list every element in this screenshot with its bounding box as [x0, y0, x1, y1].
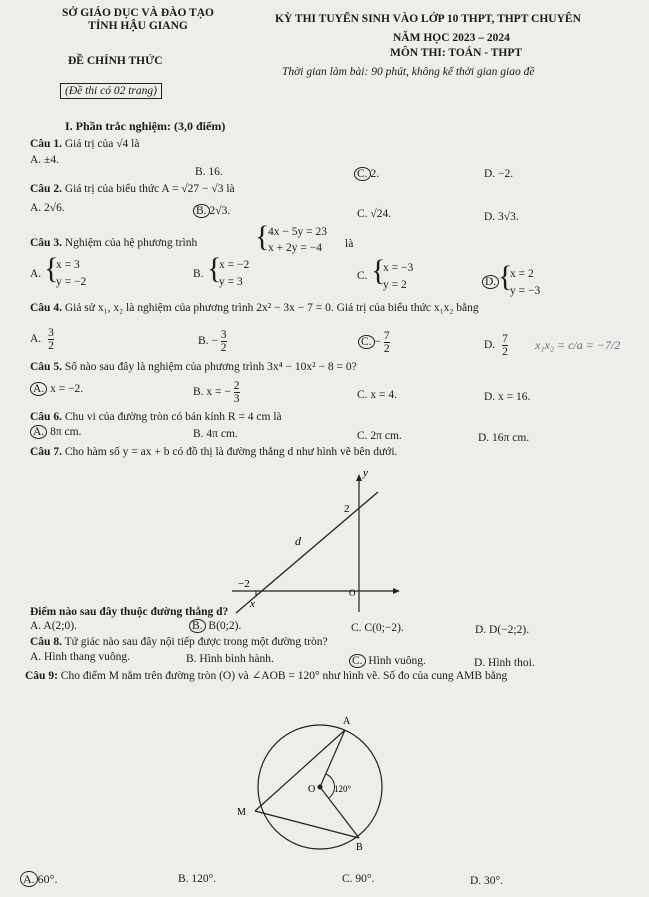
pages-note-box: [60, 83, 162, 99]
q6-answer-circle: A.: [30, 425, 47, 439]
q3-option-a-eq2: y = −2: [56, 276, 87, 288]
q7-option-c: C. C(0;−2).: [351, 622, 404, 634]
q7-text: Cho hàm số y = ax + b có đồ thị là đường thẳng d như hình vẽ bên dưới.: [64, 446, 398, 458]
q1-answer-circle: C.: [354, 167, 371, 181]
graph-line-label: d: [295, 534, 301, 548]
q6-option-b: B. 4π cm.: [193, 428, 238, 440]
q7-label: Câu 7.: [30, 446, 62, 458]
q9-option-d: D. 30°.: [470, 875, 504, 887]
q7-ask: Điểm nào sau đây thuộc đường thẳng d?: [30, 606, 229, 618]
q5-option-a: A. x = −2.: [30, 383, 83, 396]
label-b: B: [356, 842, 363, 853]
q4-text: Giả sử x₁, x₂ là nghiệm của phương trình 2x² − 3x − 7 = 0. Giá trị của biểu thức x₁x₂ bằng: [64, 302, 479, 314]
q8-option-c: C. Hình vuông.: [349, 655, 426, 668]
q8-text: Tứ giác nào sau đây nội tiếp được trong một đường tròn?: [64, 636, 328, 648]
q2-text: Giá trị của biểu thức A = √27 − √3 là: [64, 183, 235, 195]
q4-option-b: B. − $\frac{3}{2}$: [198, 329, 227, 355]
q6-option-c: C. 2π cm.: [357, 430, 402, 442]
q3-option-d-eq2: y = −3: [510, 285, 541, 297]
q1-label: Câu 1.: [30, 138, 62, 150]
q2-option-a: A. 2√6.: [30, 202, 65, 214]
q1-text: Giá trị của √4 là: [64, 138, 140, 150]
q8-answer-circle: C.: [349, 654, 366, 668]
q3-option-d-letter: [482, 276, 499, 289]
q3-tail: là: [345, 238, 354, 250]
q3-system-eq2: x + 2y = −4: [268, 242, 322, 254]
q3-option-a-eq1: x = 3: [56, 259, 80, 271]
q7-stem: [30, 446, 397, 459]
q5-option-d: D. x = 16.: [484, 391, 531, 403]
q9-label: Câu 9:: [25, 670, 58, 682]
q4-answer-circle: C.: [358, 335, 375, 349]
exam-title: KỲ THI TUYỂN SINH VÀO LỚP 10 THPT, THPT CHUYÊN: [275, 13, 581, 25]
q2-label: Câu 2.: [30, 183, 62, 195]
q6-stem: [30, 411, 282, 424]
dept-line2: TỈNH HẬU GIANG: [88, 20, 188, 32]
label-angle: 120°: [334, 784, 352, 794]
radius-ob: [320, 787, 359, 838]
label-o: O: [308, 784, 316, 795]
q7-option-b: B. B(0;2).: [189, 620, 241, 633]
exam-page: SỞ GIÁO DỤC VÀ ĐÀO TẠO TỈNH HẬU GIANG KỲ THI TUYỂN SINH VÀO LỚP 10 THPT, THPT CHUYÊN NĂM HỌC 2023 – 2024 MÔN THI: TOÁN - THPT ĐỀ CHÍNH THỨC Thời gian làm bài: 90 phút, không kể thời gian giao đề (Đề thi có 02 trang) I. Phần trắc nghiệm: (3,0 điểm) Câu 1. Giá trị của √4 là A. ±4. B. 16. C. 2. D. −2. Câu 2. Giá trị của biểu thức A = √27 − √3 là A. 2√6. B. 2√3. C. √24. D. 3√3. Câu 3. Nghiệm của hệ phương trình { 4x − 5y = 23 x + 2y = −4 là A. { x = 3 y = −2 B. { x = −2 y = 3 C. { x = −3 y = 2 D. { x = 2 y = −3 Câu 4. Giả sử x₁, x₂ là nghiệm của phương trình 2x² − 3x − 7 = 0. Giá trị của biểu thức x₁x₂ bằng A. $\frac{3}{2}$ B. − $\frac{3}{2}$ C. − $\frac{7}{2}$ D. $\frac{7}{2}$ x₁x₂ = c/a = −7/2 Câu 5. Số nào sau đây là nghiệm của phương trình 3x⁴ − 10x² − 8 = 0? A. x = −2. B. x = − $\frac{2}{3}$ C. x = 4. D. x = 16. Câu 6. Chu vi của đường tròn có bán kính R = 4 cm là A. 8π cm. B. 4π cm. C. 2π cm. D. 16π cm. Câu 7. Cho hàm số y = ax + b có đồ thị là đường thẳng d như hình vẽ bên dưới. y x d 2 −2 O Điểm nào sau đây thuộc đường thẳng d? A. A(2;0). B. B(0;2). C. C(0;−2). D. D(−2;2). Câu 8. Tứ giác nào sau đây nội tiếp được trong một đường tròn? A. Hình thang vuông. B. Hình bình hành. C. Hình vuông. D. Hình thoi. Câu 9: Cho điểm M nằm trên đường tròn (O) và ∠AOB = 120° như hình vẽ. Số đo của cung AMB bằng A M B O 120° A. 60°. B. 120°. C. 90°. D. 30°.: [0, 0, 649, 897]
subject: MÔN THI: TOÁN - THPT: [390, 47, 523, 59]
graph-x-label: x: [250, 598, 255, 610]
graph-origin-label: O: [349, 588, 356, 598]
q8-stem: [30, 636, 328, 649]
q3-option-c-eq2: y = 2: [383, 279, 407, 291]
q3-option-c-letter: C.: [357, 270, 368, 282]
q3-stem: [30, 237, 197, 250]
q9-option-c: C. 90°.: [342, 873, 375, 885]
q5-option-b: B. x = − $\frac{2}{3}$: [193, 380, 240, 406]
q7-option-d: D. D(−2;2).: [475, 624, 530, 636]
q3-option-c-eq1: x = −3: [383, 262, 414, 274]
pages-note: (Đề thi có 02 trang): [65, 85, 157, 97]
q1-option-a: A. ±4.: [30, 154, 59, 166]
q8-label: Câu 8.: [30, 636, 62, 648]
q3-text: Nghiệm của hệ phương trình: [64, 237, 198, 249]
q1-option-c: C. 2.: [354, 168, 379, 181]
q2-option-d: D. 3√3.: [484, 211, 519, 223]
q3-option-b-letter: B.: [193, 268, 204, 280]
radius-oa: [320, 730, 345, 787]
q3-option-b-eq2: y = 3: [219, 276, 243, 288]
q4-label: Câu 4.: [30, 302, 62, 314]
q7-graph: [228, 470, 403, 615]
q6-option-a: A. 8π cm.: [30, 426, 81, 439]
q3-option-d-eq1: x = 2: [510, 268, 534, 280]
q5-answer-circle: A.: [30, 382, 47, 396]
q4-option-d: D. $\frac{7}{2}$: [484, 333, 508, 359]
q6-text: Chu vi của đường tròn có bán kính R = 4 cm là: [64, 411, 282, 423]
q9-figure: [228, 712, 388, 862]
official-label: ĐỀ CHÍNH THỨC: [68, 55, 163, 67]
q4-stem: [30, 302, 479, 315]
school-year: NĂM HỌC 2023 – 2024: [393, 32, 510, 44]
graph-y-arrow: [356, 474, 362, 481]
label-a: A: [343, 716, 351, 727]
chord-ma: [255, 730, 345, 811]
q7-option-a: A. A(2;0).: [30, 620, 77, 632]
q9-stem: [25, 670, 507, 683]
q5-label: Câu 5.: [30, 361, 62, 373]
q9-answer-circle: A.: [20, 871, 38, 887]
q2-answer-circle: B.: [193, 204, 210, 218]
q9-option-a: A. 60°.: [20, 873, 57, 886]
q2-option-c: C. √24.: [357, 208, 392, 220]
handwritten-note: x₁x₂ = c/a = −7/2: [535, 338, 621, 352]
q2-stem: [30, 183, 235, 196]
q3-system-eq1: 4x − 5y = 23: [268, 226, 327, 238]
q3-label: Câu 3.: [30, 237, 62, 249]
q1-option-d: D. −2.: [484, 168, 514, 180]
time-note: Thời gian làm bài: 90 phút, không kể thời gian giao đề: [282, 66, 535, 78]
q3-option-b-eq1: x = −2: [219, 259, 250, 271]
graph-x-tick-label: −2: [238, 578, 250, 590]
q9-option-b: B. 120°.: [178, 873, 217, 885]
q4-option-a: A. $\frac{3}{2}$: [30, 327, 54, 353]
q9-text: Cho điểm M nằm trên đường tròn (O) và ∠AOB = 120° như hình vẽ. Số đo của cung AMB bằng: [60, 670, 508, 682]
section-title: I. Phần trắc nghiệm: (3,0 điểm): [65, 119, 226, 133]
q3-option-a-letter: A.: [30, 268, 42, 280]
graph-y-label: y: [363, 470, 368, 479]
q8-option-b: B. Hình bình hành.: [186, 653, 274, 665]
q3-answer-circle: D.: [482, 275, 499, 289]
dept-line1: SỞ GIÁO DỤC VÀ ĐÀO TẠO: [62, 7, 214, 19]
q8-option-d: D. Hình thoi.: [474, 657, 535, 669]
q4-option-c: C. − $\frac{7}{2}$: [358, 330, 390, 355]
graph-y-tick-label: 2: [344, 503, 350, 515]
graph-line-d: [236, 492, 378, 613]
q5-text: Số nào sau đây là nghiệm của phương trình 3x⁴ − 10x² − 8 = 0?: [64, 361, 357, 373]
q7-answer-circle: B.: [189, 619, 206, 633]
q6-option-d: D. 16π cm.: [478, 432, 530, 444]
label-m: M: [237, 807, 246, 818]
q5-stem: [30, 361, 357, 374]
q1-option-b: B. 16.: [195, 166, 223, 178]
q5-option-c: C. x = 4.: [357, 389, 398, 401]
q8-option-a: A. Hình thang vuông.: [30, 651, 130, 663]
graph-x-arrow: [393, 588, 400, 594]
q2-option-b: B. 2√3.: [193, 205, 230, 218]
q1-stem: [30, 138, 139, 151]
q6-label: Câu 6.: [30, 411, 62, 423]
center-point: [318, 785, 323, 790]
